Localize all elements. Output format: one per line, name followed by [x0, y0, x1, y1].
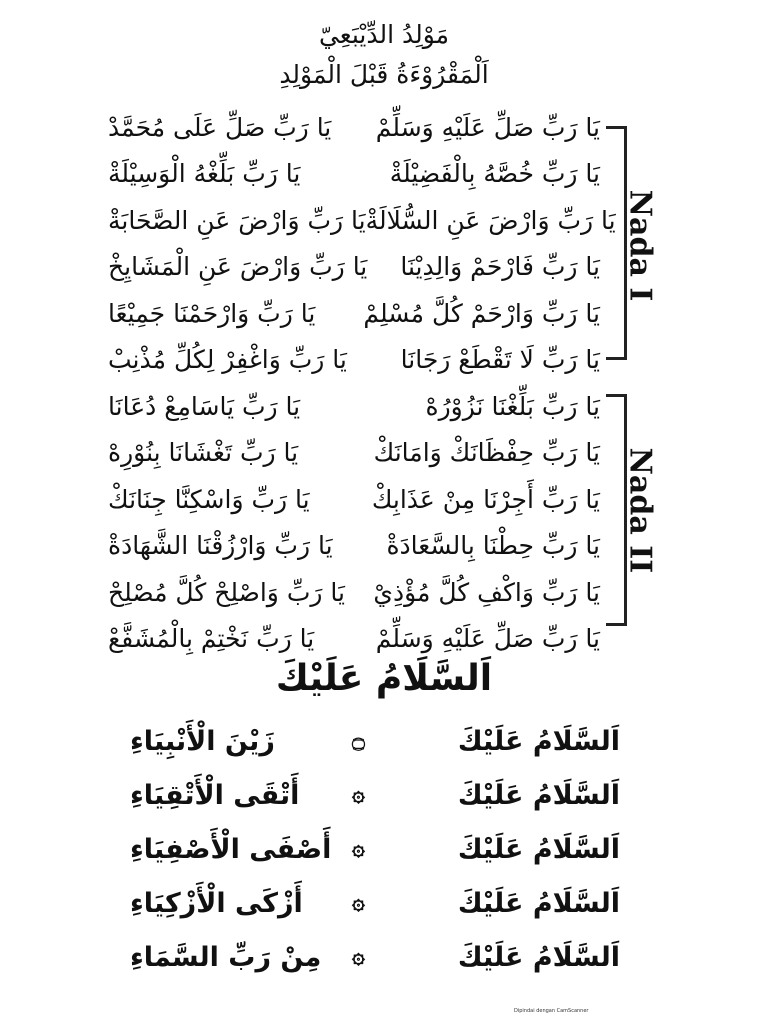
ornament-icon: ۞: [352, 944, 365, 969]
verse-row: [108, 151, 600, 198]
verse-left: يَا رَبِّ حِطْنَا بِالسَّعَادَةْ: [386, 531, 600, 561]
verse-right: يَا رَبِّ يَاسَامِعْ دُعَانَا: [108, 391, 301, 421]
ornament-icon: ۞: [352, 836, 365, 861]
verse-left: يَا رَبِّ بَلِّغْنَا نَزُوْرُهْ: [425, 391, 600, 421]
verse-row: [108, 290, 600, 337]
verse-right: يَا رَبِّ صَلِّ عَلَى مُحَمَّدْ: [108, 112, 332, 142]
salam-epithet: أَتْقَى الْأَتْقِيَاءِ: [130, 780, 300, 811]
salam-list: [130, 720, 620, 990]
verse-left: يَا رَبِّ صَلِّ عَلَيْهِ وَسَلِّمْ: [375, 112, 600, 142]
salam-epithet: مِنْ رَبِّ السَّمَاءِ: [130, 942, 322, 973]
nada-1-label: Nada I: [622, 189, 658, 302]
verse-right: يَا رَبِّ وَارْضَ عَنِ الْمَشَايِخْ: [108, 252, 368, 282]
verse-row: [108, 104, 600, 151]
verse-right: يَا رَبِّ وَارْزُقْنَا الشَّهَادَةْ: [108, 531, 333, 561]
salam-row: [130, 720, 620, 774]
verse-row: [108, 383, 600, 430]
salam-heading: اَلسَّلَامُ عَلَيْكَ: [275, 658, 493, 699]
verse-row: [108, 337, 600, 384]
nada-2-label: Nada II: [622, 447, 658, 574]
verse-left: يَا رَبِّ خُصَّهُ بِالْفَضِيْلَةْ: [389, 159, 600, 189]
verse-row: [108, 244, 600, 291]
salam-row: [130, 882, 620, 936]
verse-left: يَا رَبِّ صَلِّ عَلَيْهِ وَسَلِّمْ: [375, 624, 600, 654]
verse-row: [108, 197, 616, 244]
verse-left: يَا رَبِّ لَا تَقْطَعْ رَجَانَا: [400, 345, 600, 375]
verse-right: يَا رَبِّ بَلِّغْهُ الْوَسِيْلَةْ: [108, 159, 301, 189]
verse-left: يَا رَبِّ وَارْضَ عَنِ السُّلَالَةْ: [365, 205, 616, 235]
verse-right: يَا رَبِّ وَارْضَ عَنِ الصَّحَابَةْ: [108, 205, 366, 235]
verse-row: [108, 569, 600, 616]
verse-row: [108, 523, 600, 570]
salam-row: [130, 774, 620, 828]
salam-row: [130, 936, 620, 990]
salam-epithet: أَصْفَى الْأَصْفِيَاءِ: [130, 834, 332, 865]
document-title: مَوْلِدُ الدِّيْبَعِيّ: [318, 20, 450, 49]
verse-row: [108, 430, 600, 477]
salam-greeting: اَلسَّلَامُ عَلَيْكَ: [457, 888, 620, 919]
ornament-icon: ۞: [352, 890, 365, 915]
salam-greeting: اَلسَّلَامُ عَلَيْكَ: [457, 834, 620, 865]
verse-right: يَا رَبِّ وَاسْكِنَّا جِنَانَكْ: [108, 484, 310, 514]
verse-row: [108, 476, 600, 523]
ornament-icon: ۝: [352, 728, 365, 753]
salam-epithet: زَيْنَ الْأَنْبِيَاءِ: [130, 726, 275, 757]
verse-right: يَا رَبِّ تَغْشَانَا بِنُوْرِهْ: [108, 438, 299, 468]
document-subtitle: اَلْمَقْرُوْءَةُ قَبْلَ الْمَوْلِدِ: [279, 60, 489, 89]
verse-right: يَا رَبِّ وَارْحَمْنَا جَمِيْعًا: [108, 298, 316, 328]
verse-left: يَا رَبِّ فَارْحَمْ وَالِدِيْنَا: [400, 252, 600, 282]
ornament-icon: ۞: [352, 782, 365, 807]
salam-epithet: أَزْكَى الْأَزْكِيَاءِ: [130, 888, 303, 919]
salam-greeting: اَلسَّلَامُ عَلَيْكَ: [457, 942, 620, 973]
salam-greeting: اَلسَّلَامُ عَلَيْكَ: [457, 780, 620, 811]
verse-left: يَا رَبِّ حِفْظَانَكْ وَامَانَكْ: [373, 438, 600, 468]
verse-list: [108, 104, 616, 662]
verse-left: يَا رَبِّ أَجِرْنَا مِنْ عَذَابِكْ: [371, 484, 600, 514]
verse-left: يَا رَبِّ وَارْحَمْ كُلَّ مُسْلِمْ: [363, 298, 600, 328]
verse-right: يَا رَبِّ وَاصْلِحْ كُلَّ مُصْلِحْ: [108, 577, 345, 607]
verse-right: يَا رَبِّ نَخْتِمْ بِالْمُشَفَّعْ: [108, 624, 315, 654]
salam-row: [130, 828, 620, 882]
verse-left: يَا رَبِّ وَاكْفِ كُلَّ مُؤْذِيْ: [373, 577, 600, 607]
verse-row: [108, 616, 600, 663]
salam-greeting: اَلسَّلَامُ عَلَيْكَ: [457, 726, 620, 757]
scanner-watermark: Dipindai dengan CamScanner: [514, 1008, 589, 1014]
verse-right: يَا رَبِّ وَاغْفِرْ لِكُلِّ مُذْنِبْ: [108, 345, 347, 375]
